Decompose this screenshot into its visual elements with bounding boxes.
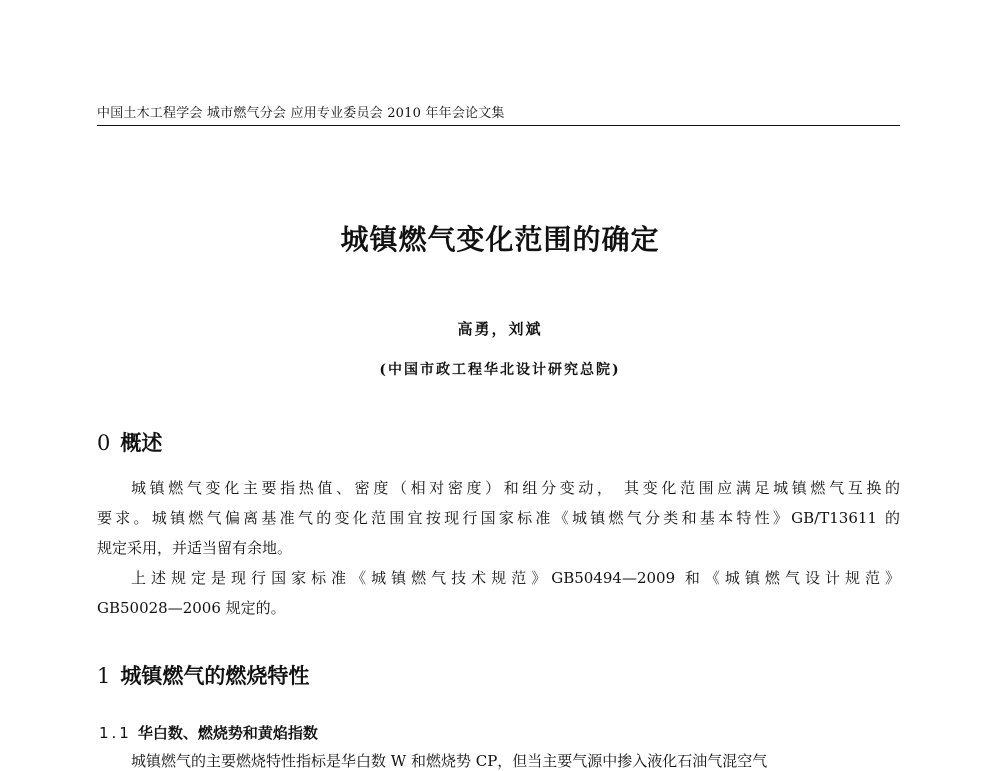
section-1-heading xyxy=(97,660,309,690)
section-0-line-5: GB50028—2006 规定的。 xyxy=(97,599,286,617)
section-0-heading xyxy=(97,427,162,457)
section-0-line-3: 规定采用，并适当留有余地。 xyxy=(97,539,293,557)
section-0-line-4: 上述规定是现行国家标准《城镇燃气技术规范》GB50494—2009 和《城镇燃气设计规范》 xyxy=(131,569,900,587)
section-0-title: 概述 xyxy=(120,431,163,455)
subsection-1-1-title: 华白数、燃烧势和黄焰指数 xyxy=(137,724,318,742)
paper-affiliation: (中国市政工程华北设计研究总院) xyxy=(379,362,621,378)
paper-authors: 高勇，刘斌 xyxy=(457,320,543,338)
running-header: 中国土木工程学会 城市燃气分会 应用专业委员会 2010 年年会论文集 xyxy=(97,106,505,121)
subsection-1-1-number: 1.1 xyxy=(99,724,132,742)
section-1-partial-line: 城镇燃气的主要燃烧特性指标是华白数 W 和燃烧势 CP，但当主要气源中掺入液化石油气混空气 xyxy=(131,752,768,770)
section-0-line-1: 城镇燃气变化主要指热值、密度（相对密度）和组分变动， 其变化范围应满足城镇燃气互换的 xyxy=(131,479,900,497)
section-1-title: 城镇燃气的燃烧特性 xyxy=(120,664,310,688)
subsection-1-1-heading xyxy=(99,722,318,743)
header-rule xyxy=(97,125,900,126)
section-0-number: 0 xyxy=(97,431,111,455)
section-0-line-2: 要求。城镇燃气偏离基准气的变化范围宜按现行国家标准《城镇燃气分类和基本特性》GB/T13611 的 xyxy=(97,509,900,527)
section-1-number: 1 xyxy=(97,664,111,688)
paper-title: 城镇燃气变化范围的确定 xyxy=(340,223,660,256)
